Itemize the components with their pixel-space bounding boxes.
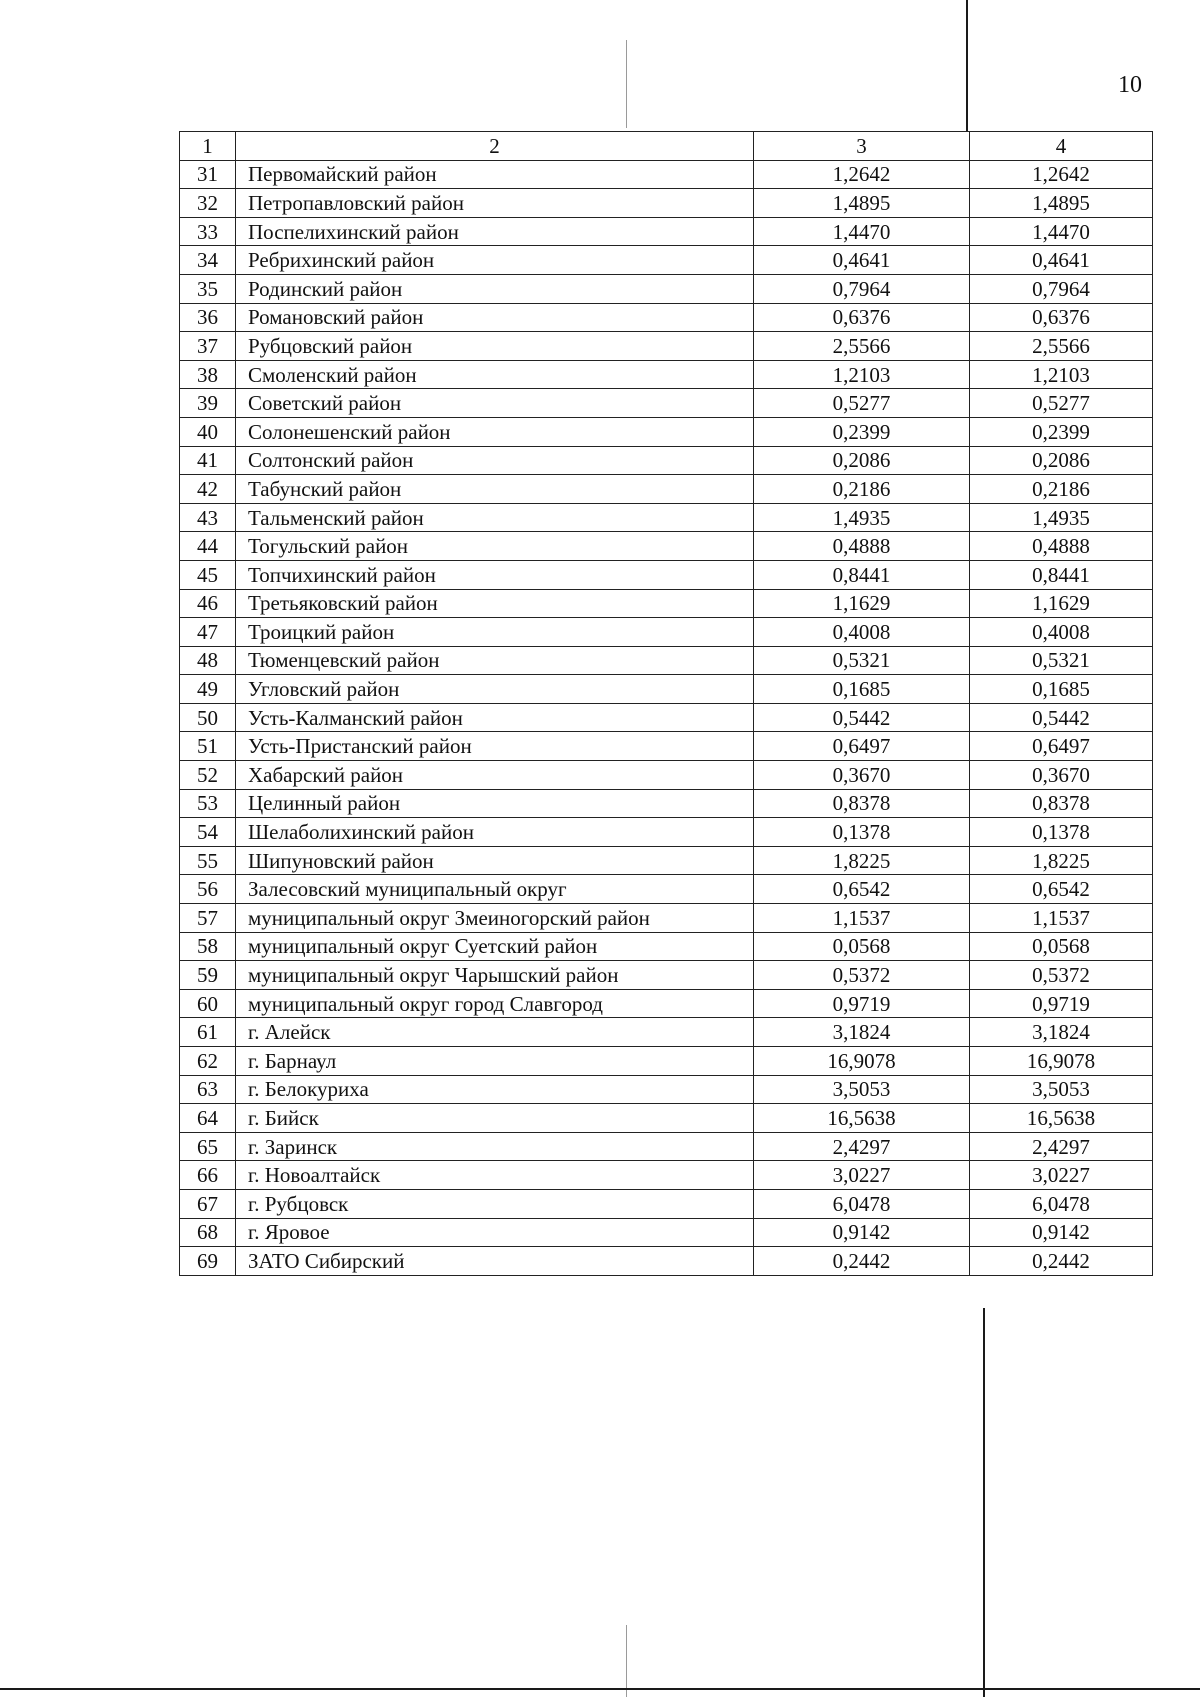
municipality-name-cell: муниципальный округ Змеиногорский район bbox=[236, 904, 754, 933]
value-col-3-cell: 0,8441 bbox=[754, 560, 970, 589]
table-row bbox=[180, 989, 1153, 1018]
value-col-3-cell: 0,6376 bbox=[754, 303, 970, 332]
row-number-cell: 47 bbox=[180, 618, 236, 647]
municipality-name-cell: г. Бийск bbox=[236, 1104, 754, 1133]
row-number-cell: 69 bbox=[180, 1247, 236, 1276]
value-col-4-cell: 2,5566 bbox=[970, 332, 1153, 361]
value-col-4-cell: 0,6497 bbox=[970, 732, 1153, 761]
table-row bbox=[180, 1104, 1153, 1133]
municipality-name-cell: Целинный район bbox=[236, 789, 754, 818]
municipality-name-cell: муниципальный округ Чарышский район bbox=[236, 961, 754, 990]
table-row bbox=[180, 274, 1153, 303]
row-number-cell: 39 bbox=[180, 389, 236, 418]
value-col-4-cell: 1,2103 bbox=[970, 360, 1153, 389]
municipality-name-cell: Первомайский район bbox=[236, 160, 754, 189]
value-col-4-cell: 1,8225 bbox=[970, 846, 1153, 875]
municipality-name-cell: Петропавловский район bbox=[236, 189, 754, 218]
value-col-3-cell: 16,5638 bbox=[754, 1104, 970, 1133]
value-col-4-cell: 0,5277 bbox=[970, 389, 1153, 418]
value-col-3-cell: 1,2103 bbox=[754, 360, 970, 389]
value-col-3-cell: 0,2399 bbox=[754, 417, 970, 446]
value-col-4-cell: 0,2442 bbox=[970, 1247, 1153, 1276]
row-number-cell: 37 bbox=[180, 332, 236, 361]
value-col-4-cell: 0,8441 bbox=[970, 560, 1153, 589]
value-col-3-cell: 0,5442 bbox=[754, 703, 970, 732]
value-col-3-cell: 0,1685 bbox=[754, 675, 970, 704]
table-row bbox=[180, 646, 1153, 675]
municipality-name-cell: Солонешенский район bbox=[236, 417, 754, 446]
table-row bbox=[180, 932, 1153, 961]
table-row bbox=[180, 532, 1153, 561]
value-col-3-cell: 1,8225 bbox=[754, 846, 970, 875]
municipality-name-cell: Троицкий район bbox=[236, 618, 754, 647]
row-number-cell: 64 bbox=[180, 1104, 236, 1133]
table-row bbox=[180, 160, 1153, 189]
value-col-4-cell: 16,5638 bbox=[970, 1104, 1153, 1133]
row-number-cell: 43 bbox=[180, 503, 236, 532]
value-col-3-cell: 1,4935 bbox=[754, 503, 970, 532]
row-number-cell: 49 bbox=[180, 675, 236, 704]
municipality-name-cell: г. Белокуриха bbox=[236, 1075, 754, 1104]
value-col-3-cell: 1,4895 bbox=[754, 189, 970, 218]
scan-line-bottom-center bbox=[626, 1625, 627, 1697]
table-row bbox=[180, 761, 1153, 790]
header-col-1: 1 bbox=[180, 132, 236, 161]
value-col-4-cell: 3,1824 bbox=[970, 1018, 1153, 1047]
value-col-4-cell: 0,6376 bbox=[970, 303, 1153, 332]
scan-line-top-right bbox=[966, 0, 968, 132]
table-row bbox=[180, 503, 1153, 532]
value-col-4-cell: 0,6542 bbox=[970, 875, 1153, 904]
municipality-name-cell: Поспелихинский район bbox=[236, 217, 754, 246]
value-col-3-cell: 3,1824 bbox=[754, 1018, 970, 1047]
table-row bbox=[180, 446, 1153, 475]
table-row bbox=[180, 475, 1153, 504]
row-number-cell: 41 bbox=[180, 446, 236, 475]
value-col-4-cell: 3,5053 bbox=[970, 1075, 1153, 1104]
row-number-cell: 46 bbox=[180, 589, 236, 618]
table-row bbox=[180, 217, 1153, 246]
scan-line-bottom-right bbox=[983, 1308, 985, 1697]
row-number-cell: 57 bbox=[180, 904, 236, 933]
page-number: 10 bbox=[1118, 72, 1142, 98]
row-number-cell: 51 bbox=[180, 732, 236, 761]
municipality-name-cell: г. Яровое bbox=[236, 1218, 754, 1247]
value-col-3-cell: 1,2642 bbox=[754, 160, 970, 189]
value-col-3-cell: 6,0478 bbox=[754, 1189, 970, 1218]
coefficient-table bbox=[179, 131, 1153, 1276]
value-col-4-cell: 0,9142 bbox=[970, 1218, 1153, 1247]
municipality-name-cell: Хабарский район bbox=[236, 761, 754, 790]
value-col-3-cell: 0,9719 bbox=[754, 989, 970, 1018]
value-col-4-cell: 1,4895 bbox=[970, 189, 1153, 218]
municipality-name-cell: Топчихинский район bbox=[236, 560, 754, 589]
row-number-cell: 65 bbox=[180, 1132, 236, 1161]
row-number-cell: 68 bbox=[180, 1218, 236, 1247]
row-number-cell: 54 bbox=[180, 818, 236, 847]
table-row bbox=[180, 1189, 1153, 1218]
value-col-4-cell: 0,1378 bbox=[970, 818, 1153, 847]
scan-line-top-center bbox=[626, 40, 627, 128]
table-row bbox=[180, 1247, 1153, 1276]
value-col-4-cell: 3,0227 bbox=[970, 1161, 1153, 1190]
municipality-name-cell: Смоленский район bbox=[236, 360, 754, 389]
municipality-name-cell: Угловский район bbox=[236, 675, 754, 704]
value-col-3-cell: 0,2442 bbox=[754, 1247, 970, 1276]
value-col-3-cell: 3,0227 bbox=[754, 1161, 970, 1190]
value-col-3-cell: 16,9078 bbox=[754, 1047, 970, 1076]
municipality-name-cell: Табунский район bbox=[236, 475, 754, 504]
value-col-3-cell: 0,8378 bbox=[754, 789, 970, 818]
municipality-name-cell: Залесовский муниципальный округ bbox=[236, 875, 754, 904]
municipality-name-cell: Романовский район bbox=[236, 303, 754, 332]
header-col-2: 2 bbox=[236, 132, 754, 161]
table-row bbox=[180, 703, 1153, 732]
row-number-cell: 66 bbox=[180, 1161, 236, 1190]
row-number-cell: 61 bbox=[180, 1018, 236, 1047]
value-col-4-cell: 0,2086 bbox=[970, 446, 1153, 475]
value-col-3-cell: 0,2086 bbox=[754, 446, 970, 475]
municipality-name-cell: Советский район bbox=[236, 389, 754, 418]
value-col-3-cell: 1,1537 bbox=[754, 904, 970, 933]
value-col-4-cell: 0,2399 bbox=[970, 417, 1153, 446]
table-row bbox=[180, 618, 1153, 647]
table-row bbox=[180, 332, 1153, 361]
table-row bbox=[180, 904, 1153, 933]
municipality-name-cell: Тальменский район bbox=[236, 503, 754, 532]
table-row bbox=[180, 961, 1153, 990]
row-number-cell: 67 bbox=[180, 1189, 236, 1218]
value-col-4-cell: 1,4470 bbox=[970, 217, 1153, 246]
value-col-3-cell: 0,9142 bbox=[754, 1218, 970, 1247]
value-col-4-cell: 0,4008 bbox=[970, 618, 1153, 647]
row-number-cell: 59 bbox=[180, 961, 236, 990]
value-col-3-cell: 0,2186 bbox=[754, 475, 970, 504]
municipality-name-cell: г. Новоалтайск bbox=[236, 1161, 754, 1190]
header-col-4: 4 bbox=[970, 132, 1153, 161]
municipality-name-cell: Тюменцевский район bbox=[236, 646, 754, 675]
value-col-3-cell: 0,5372 bbox=[754, 961, 970, 990]
value-col-3-cell: 3,5053 bbox=[754, 1075, 970, 1104]
table-row bbox=[180, 789, 1153, 818]
value-col-3-cell: 0,4008 bbox=[754, 618, 970, 647]
value-col-3-cell: 1,4470 bbox=[754, 217, 970, 246]
value-col-4-cell: 2,4297 bbox=[970, 1132, 1153, 1161]
table-row bbox=[180, 1047, 1153, 1076]
value-col-4-cell: 0,5372 bbox=[970, 961, 1153, 990]
table-row bbox=[180, 1161, 1153, 1190]
value-col-4-cell: 0,9719 bbox=[970, 989, 1153, 1018]
table-row bbox=[180, 303, 1153, 332]
municipality-name-cell: г. Алейск bbox=[236, 1018, 754, 1047]
municipality-name-cell: Солтонский район bbox=[236, 446, 754, 475]
scan-line-bottom-rule bbox=[0, 1688, 1200, 1690]
table-row bbox=[180, 360, 1153, 389]
municipality-name-cell: муниципальный округ Суетский район bbox=[236, 932, 754, 961]
municipality-name-cell: г. Заринск bbox=[236, 1132, 754, 1161]
table-row bbox=[180, 189, 1153, 218]
value-col-3-cell: 0,5277 bbox=[754, 389, 970, 418]
table-row bbox=[180, 246, 1153, 275]
row-number-cell: 36 bbox=[180, 303, 236, 332]
municipality-name-cell: Ребрихинский район bbox=[236, 246, 754, 275]
value-col-4-cell: 1,1629 bbox=[970, 589, 1153, 618]
table-row bbox=[180, 560, 1153, 589]
value-col-4-cell: 1,4935 bbox=[970, 503, 1153, 532]
municipality-name-cell: муниципальный округ город Славгород bbox=[236, 989, 754, 1018]
value-col-4-cell: 1,2642 bbox=[970, 160, 1153, 189]
row-number-cell: 38 bbox=[180, 360, 236, 389]
table-row bbox=[180, 589, 1153, 618]
value-col-3-cell: 1,1629 bbox=[754, 589, 970, 618]
value-col-3-cell: 0,7964 bbox=[754, 274, 970, 303]
value-col-3-cell: 2,5566 bbox=[754, 332, 970, 361]
row-number-cell: 63 bbox=[180, 1075, 236, 1104]
table-row bbox=[180, 389, 1153, 418]
value-col-4-cell: 0,8378 bbox=[970, 789, 1153, 818]
table-row bbox=[180, 1075, 1153, 1104]
table-row bbox=[180, 875, 1153, 904]
value-col-3-cell: 0,4888 bbox=[754, 532, 970, 561]
table-row bbox=[180, 1218, 1153, 1247]
row-number-cell: 31 bbox=[180, 160, 236, 189]
municipality-name-cell: Усть-Пристанский район bbox=[236, 732, 754, 761]
municipality-name-cell: Рубцовский район bbox=[236, 332, 754, 361]
value-col-4-cell: 0,2186 bbox=[970, 475, 1153, 504]
municipality-name-cell: Шипуновский район bbox=[236, 846, 754, 875]
municipality-name-cell: ЗАТО Сибирский bbox=[236, 1247, 754, 1276]
value-col-3-cell: 0,6542 bbox=[754, 875, 970, 904]
municipality-name-cell: Усть-Калманский район bbox=[236, 703, 754, 732]
table-header-row bbox=[180, 132, 1153, 161]
value-col-3-cell: 0,0568 bbox=[754, 932, 970, 961]
row-number-cell: 40 bbox=[180, 417, 236, 446]
table-row bbox=[180, 1132, 1153, 1161]
row-number-cell: 34 bbox=[180, 246, 236, 275]
value-col-3-cell: 0,6497 bbox=[754, 732, 970, 761]
row-number-cell: 55 bbox=[180, 846, 236, 875]
value-col-3-cell: 2,4297 bbox=[754, 1132, 970, 1161]
value-col-4-cell: 0,1685 bbox=[970, 675, 1153, 704]
row-number-cell: 45 bbox=[180, 560, 236, 589]
value-col-4-cell: 0,5442 bbox=[970, 703, 1153, 732]
value-col-3-cell: 0,1378 bbox=[754, 818, 970, 847]
value-col-4-cell: 0,5321 bbox=[970, 646, 1153, 675]
row-number-cell: 44 bbox=[180, 532, 236, 561]
table-row bbox=[180, 732, 1153, 761]
municipality-name-cell: г. Барнаул bbox=[236, 1047, 754, 1076]
row-number-cell: 33 bbox=[180, 217, 236, 246]
value-col-3-cell: 0,4641 bbox=[754, 246, 970, 275]
header-col-3: 3 bbox=[754, 132, 970, 161]
value-col-4-cell: 0,0568 bbox=[970, 932, 1153, 961]
municipality-name-cell: г. Рубцовск bbox=[236, 1189, 754, 1218]
municipality-name-cell: Тогульский район bbox=[236, 532, 754, 561]
table-row bbox=[180, 675, 1153, 704]
row-number-cell: 48 bbox=[180, 646, 236, 675]
municipality-name-cell: Шелаболихинский район bbox=[236, 818, 754, 847]
municipality-name-cell: Родинский район bbox=[236, 274, 754, 303]
row-number-cell: 53 bbox=[180, 789, 236, 818]
value-col-4-cell: 0,4888 bbox=[970, 532, 1153, 561]
municipality-name-cell: Третьяковский район bbox=[236, 589, 754, 618]
value-col-4-cell: 0,3670 bbox=[970, 761, 1153, 790]
value-col-4-cell: 1,1537 bbox=[970, 904, 1153, 933]
row-number-cell: 62 bbox=[180, 1047, 236, 1076]
row-number-cell: 58 bbox=[180, 932, 236, 961]
row-number-cell: 32 bbox=[180, 189, 236, 218]
value-col-4-cell: 0,4641 bbox=[970, 246, 1153, 275]
table-row bbox=[180, 1018, 1153, 1047]
value-col-3-cell: 0,5321 bbox=[754, 646, 970, 675]
value-col-4-cell: 0,7964 bbox=[970, 274, 1153, 303]
row-number-cell: 52 bbox=[180, 761, 236, 790]
row-number-cell: 50 bbox=[180, 703, 236, 732]
value-col-4-cell: 16,9078 bbox=[970, 1047, 1153, 1076]
row-number-cell: 56 bbox=[180, 875, 236, 904]
row-number-cell: 35 bbox=[180, 274, 236, 303]
value-col-4-cell: 6,0478 bbox=[970, 1189, 1153, 1218]
table-body bbox=[180, 160, 1153, 1275]
row-number-cell: 42 bbox=[180, 475, 236, 504]
table-row bbox=[180, 818, 1153, 847]
table-row bbox=[180, 846, 1153, 875]
table-row bbox=[180, 417, 1153, 446]
row-number-cell: 60 bbox=[180, 989, 236, 1018]
value-col-3-cell: 0,3670 bbox=[754, 761, 970, 790]
